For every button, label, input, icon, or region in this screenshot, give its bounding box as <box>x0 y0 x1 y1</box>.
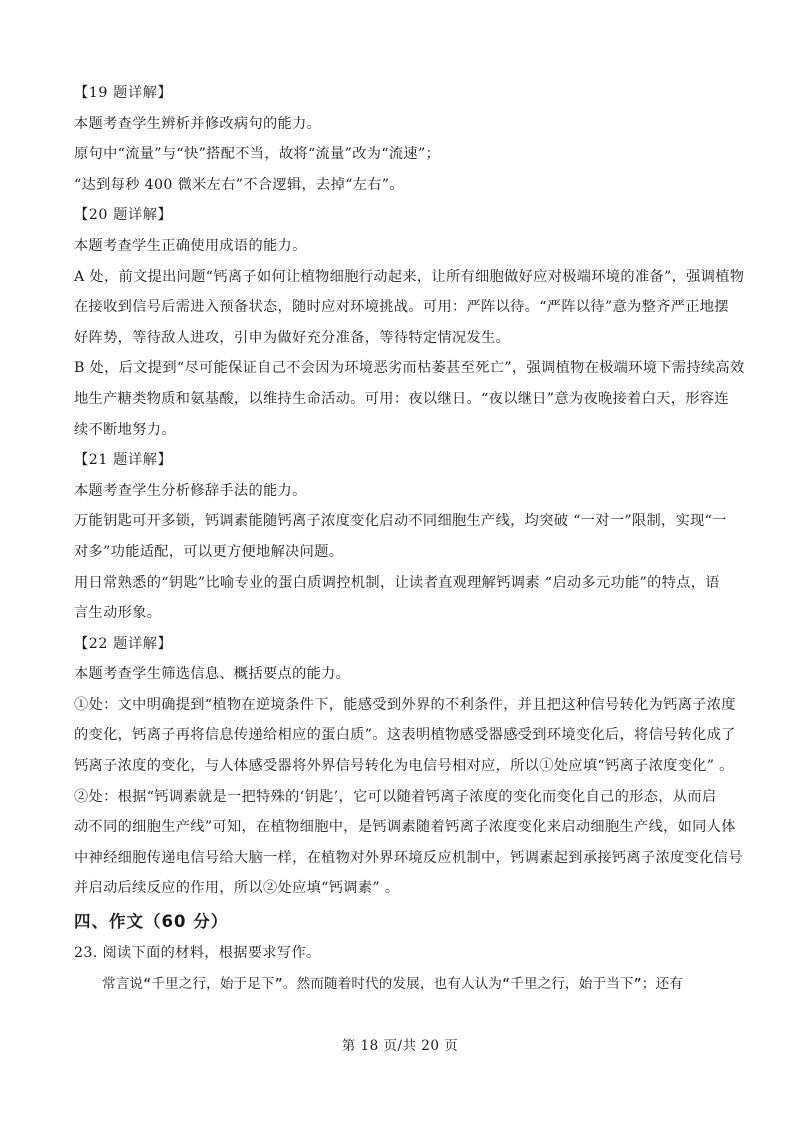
paragraph-line: 续不断地努力。 <box>74 421 176 438</box>
paragraph-line: “达到每秒 400 微米左右”不合逻辑，去掉“左右”。 <box>74 176 404 193</box>
paragraph-line: ①处：文中明确提到“植物在逆境条件下，能感受到外界的不利条件，并且把这种信号转化为钙离子浓度 <box>74 696 736 713</box>
paragraph-line: 原句中“流量”与“快”搭配不当，故将“流量”改为“流速”； <box>74 146 441 163</box>
paragraph-line: 好阵势，等待敌人进攻，引申为做好充分准备，等待特定情况发生。 <box>74 329 511 346</box>
paragraph-line: 中神经细胞传递电信号给大脑一样，在植物对外界环境反应机制中，钙调素起到承接钙离子浓度变化信号 <box>74 849 743 866</box>
section-title-essay: 四、作文（60 分） <box>74 912 229 932</box>
paragraph-line: 的变化，钙离子再将信息传递给相应的蛋白质”。这表明植物感受器感受到环境变化后，将信号转化成了 <box>74 727 736 744</box>
question-prompt: 23. 阅读下面的材料，根据要求写作。 <box>74 945 321 962</box>
essay-material: 常言说“千里之行，始于足下”。然而随着时代的发展，也有人认为“千里之行，始于当下”；还有 <box>102 975 683 992</box>
paragraph-line: A 处，前文提出问题“钙离子如何让植物细胞行动起来，让所有细胞做好应对极端环境的准备”，强调植物 <box>74 268 745 285</box>
paragraph-line: 在接收到信号后需进入预备状态，随时应对环境挑战。可用：严阵以待。“严阵以待”意为整齐严正地摆 <box>74 299 729 316</box>
paragraph-line: 动不同的细胞生产线”可知，在植物细胞中，是钙调素随着钙离子浓度变化来启动细胞生产线，如同人体 <box>74 819 736 836</box>
paragraph-line: B 处，后文提到“尽可能保证自己不会因为环境恶劣而枯萎甚至死亡”，强调植物在极端环境下需持续高效 <box>74 360 745 377</box>
paragraph-line: 本题考查学生分析修辞手法的能力。 <box>74 482 307 499</box>
paragraph-line: 本题考查学生筛选信息、概括要点的能力。 <box>74 666 351 683</box>
paragraph-line: ②处：根据“钙调素就是一把特殊的‘钥匙’，它可以随着钙离子浓度的变化而变化自己的形态，从而启 <box>74 788 717 805</box>
document-page <box>74 78 745 999</box>
paragraph-line: 言生动形象。 <box>74 605 162 622</box>
paragraph-line: 并启动后续反应的作用，所以②处应填“钙调素” 。 <box>74 880 400 897</box>
paragraph-line: 用日常熟悉的“钥匙”比喻专业的蛋白质调控机制，让读者直观理解钙调素 “启动多元功能”的特点，语 <box>74 574 720 591</box>
paragraph-line: 万能钥匙可开多锁，钙调素能随钙离子浓度变化启动不同细胞生产线，均突破 “一对一”限制，实现“一 <box>74 513 727 530</box>
paragraph-line: 对多”功能适配，可以更方便地解决问题。 <box>74 543 344 560</box>
paragraph-line: 地生产糖类物质和氨基酸，以维持生命活动。可用：夜以继日。“夜以继日”意为夜晚接着白天，形容连 <box>74 390 729 407</box>
paragraph-line: 本题考查学生辨析并修改病句的能力。 <box>74 115 322 132</box>
paragraph-line: 钙离子浓度的变化，与人体感受器将外界信号转化为电信号相对应，所以①处应填“钙离子浓度变化” 。 <box>74 758 734 775</box>
answer-heading-22: 【22 题详解】 <box>74 635 173 652</box>
answer-heading-19: 【19 题详解】 <box>74 85 173 101</box>
page-footer: 第 18 页/共 20 页 <box>341 1038 459 1054</box>
answer-heading-20: 【20 题详解】 <box>74 207 173 224</box>
paragraph-line: 本题考查学生正确使用成语的能力。 <box>74 237 307 254</box>
answer-heading-21: 【21 题详解】 <box>74 452 173 469</box>
